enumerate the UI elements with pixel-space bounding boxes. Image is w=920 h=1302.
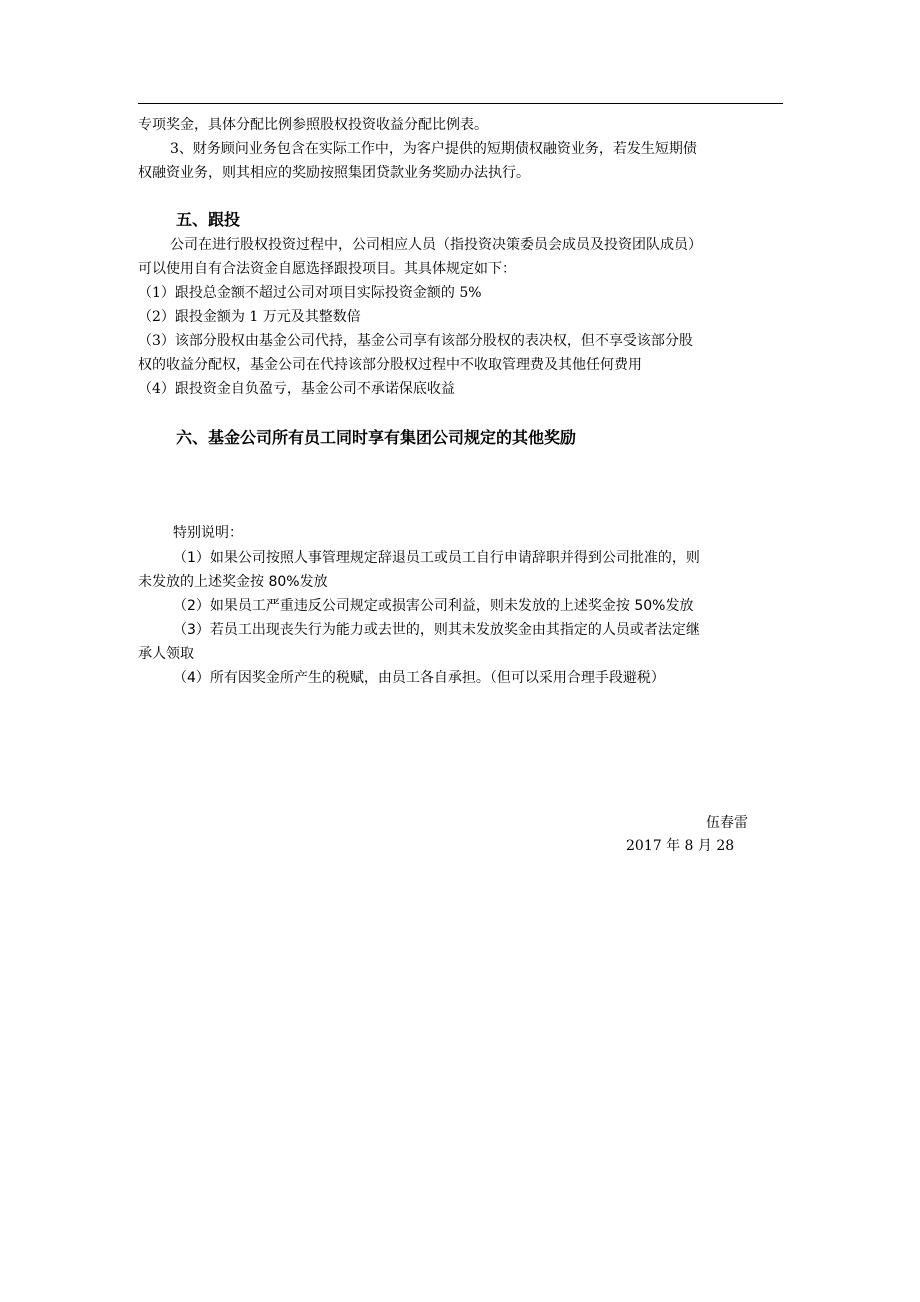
list-item: （2）跟投金额为 1 万元及其整数倍 (138, 309, 361, 325)
special-note-line: （2）如果员工严重违反公司规定或损害公司利益，则未发放的上述奖金按 50%发放 (173, 598, 694, 614)
special-notes-title: 特别说明： (173, 525, 243, 541)
list-item: 权的收益分配权，基金公司在代持该部分股权过程中不收取管理费及其他任何费用 (138, 357, 642, 373)
special-note-line: （3）若员工出现丧失行为能力或去世的，则其未发放奖金由其指定的人员或者法定继 (173, 622, 700, 638)
signature-date: 2017 年 8 月 28 (626, 838, 735, 854)
paragraph-line: 专项奖金，具体分配比例参照股权投资收益分配比例表。 (138, 117, 488, 133)
signature-name: 伍春雷 (706, 815, 748, 831)
list-item: （1）跟投总金额不超过公司对项目实际投资金额的 5% (138, 285, 482, 301)
section-heading-follow-investment: 五、跟投 (176, 210, 241, 229)
paragraph-line: 公司在进行股权投资过程中，公司相应人员（指投资决策委员会成员及投资团队成员） (170, 237, 702, 253)
paragraph-line: 可以使用自有合法资金自愿选择跟投项目。其具体规定如下： (138, 261, 516, 277)
special-note-line: （4）所有因奖金所产生的税赋，由员工各自承担。（但可以采用合理手段避税） (173, 670, 665, 686)
list-item: （4）跟投资金自负盈亏，基金公司不承诺保底收益 (138, 381, 455, 397)
paragraph-line: 3、财务顾问业务包含在实际工作中，为客户提供的短期债权融资业务，若发生短期债 (170, 141, 697, 157)
special-note-line: 承人领取 (138, 646, 194, 662)
header-rule (138, 103, 783, 104)
paragraph-line: 权融资业务，则其相应的奖励按照集团贷款业务奖励办法执行。 (138, 165, 530, 181)
special-note-line: （1）如果公司按照人事管理规定辞退员工或员工自行申请辞职并得到公司批准的，则 (173, 550, 700, 566)
section-heading-other-rewards: 六、基金公司所有员工同时享有集团公司规定的其他奖励 (176, 428, 577, 447)
list-item: （3）该部分股权由基金公司代持，基金公司享有该部分股权的表决权，但不享受该部分股 (138, 333, 693, 349)
special-note-line: 未发放的上述奖金按 80%发放 (138, 574, 328, 590)
